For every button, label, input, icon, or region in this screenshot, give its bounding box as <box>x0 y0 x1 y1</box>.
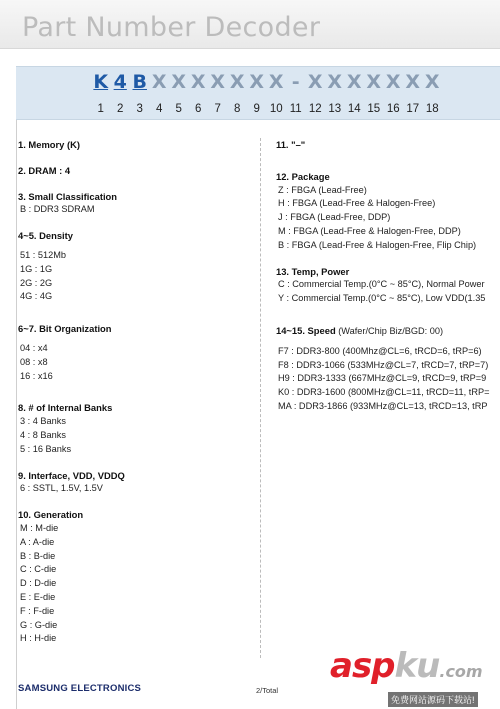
position-number: 11 <box>289 103 302 115</box>
watermark <box>330 646 500 708</box>
list-item: M : FBGA (Lead-Free & Halogen-Free, DDP) <box>278 225 461 236</box>
watermark-logo-c: .com <box>439 662 483 681</box>
position-number: 13 <box>328 103 342 115</box>
list-item: 4 : 8 Banks <box>20 429 66 440</box>
list-item: 16 : x16 <box>20 370 53 381</box>
list-item: C : Commercial Temp.(0°C ~ 85°C), Normal Power <box>278 279 485 290</box>
code-char-15: X <box>366 71 382 93</box>
left-column <box>18 138 254 646</box>
position-number: 6 <box>195 103 202 115</box>
position-number: 1 <box>97 103 104 115</box>
list-item: Y : Commercial Temp.(0°C ~ 85°C), Low VDD(1.35 <box>278 293 486 304</box>
code-char-1: K <box>93 71 109 93</box>
code-char-3: B <box>132 71 147 93</box>
position-number: 7 <box>214 103 221 115</box>
title-bar <box>0 0 500 49</box>
section-dram <box>18 164 254 178</box>
code-char-8: X <box>229 71 245 93</box>
position-number: 10 <box>269 103 283 115</box>
code-char-9: X <box>249 71 265 93</box>
section-heading-bold: 14~15. Speed <box>276 324 336 336</box>
list-item: M : M-die <box>20 522 59 533</box>
list-item: 04 : x4 <box>20 342 48 353</box>
position-number: 14 <box>347 103 361 115</box>
section-speed <box>276 324 500 414</box>
section-heading <box>276 324 500 339</box>
section-heading: 6~7. Bit Organization <box>18 323 112 335</box>
footer-page-number: 2/Total <box>256 686 279 695</box>
code-char-14: X <box>346 71 362 93</box>
list-item: B : FBGA (Lead-Free & Halogen-Free, Flip Chip) <box>278 239 477 250</box>
section-heading: 2. DRAM : 4 <box>18 164 71 176</box>
section-heading: 11. "–" <box>276 139 306 150</box>
section-small-classification <box>18 190 254 218</box>
position-number: 3 <box>136 103 143 115</box>
list-item: F7 : DDR3-800 (400Mhz@CL=6, tRCD=6, tRP=6) <box>278 345 482 356</box>
list-item: 3 : 4 Banks <box>20 416 66 427</box>
list-item: 6 : SSTL, 1.5V, 1.5V <box>20 483 103 494</box>
list-item: A : A-die <box>20 536 55 547</box>
list-item: 51 : 512Mb <box>20 249 66 260</box>
list-item: 2G : 2G <box>20 277 53 288</box>
position-number: 8 <box>234 103 241 115</box>
watermark-logo-a: asp <box>330 646 395 686</box>
list-item: K0 : DDR3-1600 (800MHz@CL=11, tRCD=11, tRP= <box>278 387 490 398</box>
section-memory <box>18 138 254 152</box>
column-divider <box>260 138 261 658</box>
position-number: 12 <box>308 103 322 115</box>
position-number: 18 <box>425 103 439 115</box>
code-char-5: X <box>171 71 187 93</box>
list-item: G : G-die <box>20 619 58 630</box>
section-internal-banks <box>18 401 254 456</box>
footer-brand: SAMSUNG ELECTRONICS <box>18 683 142 694</box>
position-number: 15 <box>367 103 381 115</box>
list-item: MA : DDR3-1866 (933MHz@CL=13, tRCD=13, tRP <box>278 400 488 411</box>
section-bit-organization <box>18 322 254 383</box>
watermark-logo <box>330 646 483 686</box>
section-heading: 8. # of Internal Banks <box>18 402 113 414</box>
code-char-4: X <box>151 71 167 93</box>
position-number: 2 <box>117 103 124 115</box>
right-column <box>276 138 500 414</box>
code-char-13: X <box>327 71 343 93</box>
section-heading: 1. Memory (K) <box>18 139 80 150</box>
section-heading-note: (Wafer/Chip Biz/BGD: 00) <box>335 325 444 336</box>
section-interface <box>18 469 254 497</box>
list-item: B : DDR3 SDRAM <box>20 204 95 215</box>
code-char-7: X <box>210 71 226 93</box>
list-item: 08 : x8 <box>20 356 48 367</box>
list-item: 5 : 16 Banks <box>20 443 72 454</box>
section-density <box>18 229 254 304</box>
list-item: D : D-die <box>20 578 57 589</box>
list-item: H : H-die <box>20 633 57 644</box>
section-heading: 3. Small Classification <box>18 190 117 202</box>
list-item: B : B-die <box>20 550 56 561</box>
section-heading: 10. Generation <box>18 509 84 521</box>
watermark-subtitle: 免费网站源码下载站! <box>388 692 478 707</box>
code-char-12: X <box>307 71 323 93</box>
position-number: 5 <box>175 103 182 115</box>
code-char-2: 4 <box>113 71 127 93</box>
section-package <box>276 170 500 253</box>
list-item: J : FBGA (Lead-Free, DDP) <box>278 212 391 223</box>
section-generation <box>18 508 254 646</box>
list-item: 1G : 1G <box>20 263 53 274</box>
list-item: H : FBGA (Lead-Free & Halogen-Free) <box>278 198 436 209</box>
position-numbers <box>91 99 442 117</box>
section-separator <box>276 138 500 152</box>
code-char-6: X <box>190 71 206 93</box>
page-title: Part Number Decoder <box>22 12 321 43</box>
code-char-18: X <box>424 71 440 93</box>
list-item: Z : FBGA (Lead-Free) <box>278 184 367 195</box>
section-temp-power <box>276 265 500 306</box>
list-item: F8 : DDR3-1066 (533MHz@CL=7, tRCD=7, tRP=7) <box>278 359 489 370</box>
position-number: 16 <box>386 103 400 115</box>
list-item: H9 : DDR3-1333 (667MHz@CL=9, tRCD=9, tRP=9 <box>278 373 487 384</box>
section-heading: 13. Temp, Power <box>276 265 350 277</box>
part-number-characters <box>91 71 442 95</box>
watermark-logo-b: ku <box>394 646 440 686</box>
list-item: 4G : 4G <box>20 291 53 302</box>
list-item: F : F-die <box>20 605 55 616</box>
list-item: C : C-die <box>20 564 57 575</box>
code-char-11: - <box>291 71 300 93</box>
position-number: 4 <box>156 103 163 115</box>
code-char-17: X <box>405 71 421 93</box>
code-char-16: X <box>385 71 401 93</box>
list-item: E : E-die <box>20 591 56 602</box>
section-heading: 4~5. Density <box>18 230 73 242</box>
position-number: 9 <box>253 103 260 115</box>
code-char-10: X <box>268 71 284 93</box>
section-heading: 9. Interface, VDD, VDDQ <box>18 469 125 481</box>
section-heading: 12. Package <box>276 170 330 182</box>
position-number: 17 <box>406 103 420 115</box>
